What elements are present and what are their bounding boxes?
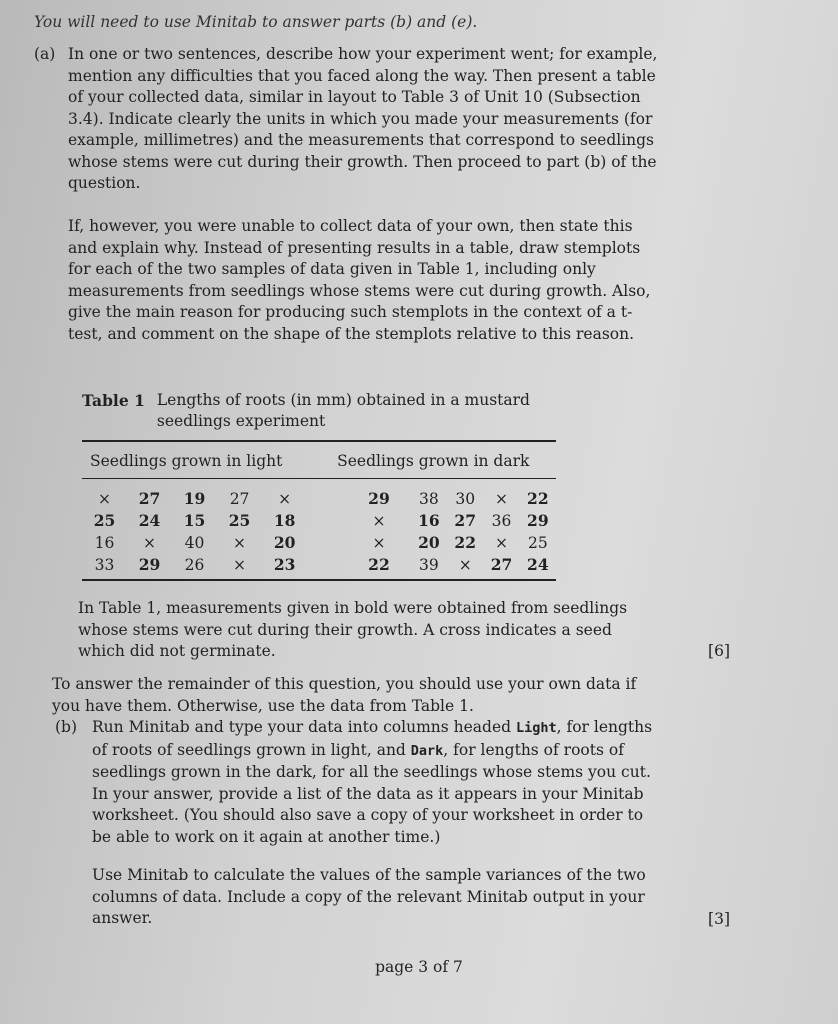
light-cell: × [278, 490, 292, 508]
dark-cell: 27 [490, 555, 513, 574]
table-caption-text: Lengths of roots (in mm) obtained in a mustard seedlings experiment [156, 391, 530, 430]
dark-cell: 39 [419, 556, 439, 574]
light-cell: 27 [138, 489, 161, 508]
table-row [82, 510, 556, 532]
light-cell: 23 [273, 555, 296, 574]
part-b-text: Run Minitab and type your data into columns headed [92, 718, 516, 736]
light-cell: × [233, 556, 247, 574]
table-row [82, 532, 556, 554]
header-light: Seedlings grown in light [82, 441, 307, 479]
page-number: page 3 of 7 [375, 958, 463, 976]
light-cell: 20 [273, 533, 296, 552]
dark-cell: × [458, 556, 472, 574]
part-a-paragraph-1: In one or two sentences, describe how your experiment went; for example, mention any difficulties that you faced along the way. Then present a table of your collected data, similar in layout to Table 3 of Unit 10 (Subsection 3.4). Indicate clearly the units in which you made your measurements (for example, millimetres) and the measurements that correspond to seedlings whose stems were cut during their growth. Then proceed to part (b) of the question. [68, 45, 658, 192]
remainder-instruction: To answer the remainder of this question, you should use your own data if you have them. Otherwise, use the data from Table 1. [52, 675, 637, 715]
dark-cell: × [372, 534, 386, 552]
light-cell: 18 [273, 511, 296, 530]
table-caption [82, 390, 557, 432]
part-b-text: , for lengths of roots of seedlings grown in light, and [92, 718, 653, 759]
dark-cell: 22 [368, 555, 390, 574]
dark-cell: 16 [418, 511, 440, 530]
light-cell: × [98, 490, 111, 508]
dark-cell: 29 [527, 511, 549, 530]
dark-cell: 24 [527, 555, 549, 574]
column-name-light: Light [515, 720, 557, 736]
part-b-marks: [3] [708, 910, 730, 928]
light-cell: 27 [229, 490, 250, 508]
intro-instruction: You will need to use Minitab to answer parts (b) and (e). [34, 13, 478, 31]
part-a-label: (a) [34, 45, 56, 63]
dark-cell: × [494, 490, 508, 508]
part-a-paragraph-2: If, however, you were unable to collect data of your own, then state this and explain why. Instead of presenting results in a table, draw stemplots for each of the two samples of data given in Table 1, including only measurements from seedlings whose stems were cut during growth. Also, give the main reason for producing such stemplots in the context of a t-test, and comment on the shape of the stemplots relative to this reason. [68, 217, 651, 343]
table-note: In Table 1, measurements given in bold were obtained from seedlings whose stems were cut during their growth. A cross indicates a seed which did not germinate. [78, 599, 628, 660]
light-cell: 24 [138, 511, 161, 530]
light-cell: 33 [94, 556, 115, 574]
dark-cell: 20 [418, 533, 440, 552]
table-row [82, 554, 556, 580]
table-row [82, 479, 556, 511]
part-b-paragraph-2: Use Minitab to calculate the values of the sample variances of the two columns of data. Include a copy of the relevant Minitab output in your answer. [92, 866, 646, 927]
light-cell: 40 [184, 534, 205, 552]
part-b-paragraph-1 [92, 717, 660, 848]
light-cell: 29 [138, 555, 161, 574]
light-cell: 16 [94, 534, 115, 552]
light-cell: × [143, 534, 157, 552]
column-name-dark: Dark [410, 742, 444, 759]
dark-cell: × [494, 534, 508, 552]
light-cell: × [233, 534, 247, 552]
part-a-marks: [6] [708, 642, 730, 660]
root-lengths-table [82, 440, 556, 581]
light-cell: 25 [93, 511, 116, 530]
dark-cell: 38 [419, 490, 439, 508]
part-b-label: (b) [55, 718, 78, 736]
light-cell: 15 [183, 511, 206, 530]
part-b-text: , for lengths of roots of seedlings grown in the dark, for all the seedlings whose stems you cut. In your answer, provide a list of the data as it appears in your Minitab worksheet. (You should also save a copy of your worksheet in order to be able to work on it again at another time.) [92, 740, 651, 846]
light-cell: 26 [184, 556, 205, 574]
dark-cell: 30 [455, 490, 476, 508]
dark-cell: 22 [527, 489, 549, 508]
dark-cell: 22 [454, 533, 476, 552]
dark-cell: 25 [527, 534, 548, 552]
dark-cell: 29 [368, 489, 390, 508]
table-label: Table 1 [82, 391, 145, 410]
light-cell: 19 [183, 489, 206, 508]
light-cell: 25 [228, 511, 251, 530]
dark-cell: × [372, 512, 386, 530]
dark-cell: 36 [491, 512, 512, 530]
header-dark: Seedlings grown in dark [307, 441, 556, 479]
dark-cell: 27 [454, 511, 476, 530]
